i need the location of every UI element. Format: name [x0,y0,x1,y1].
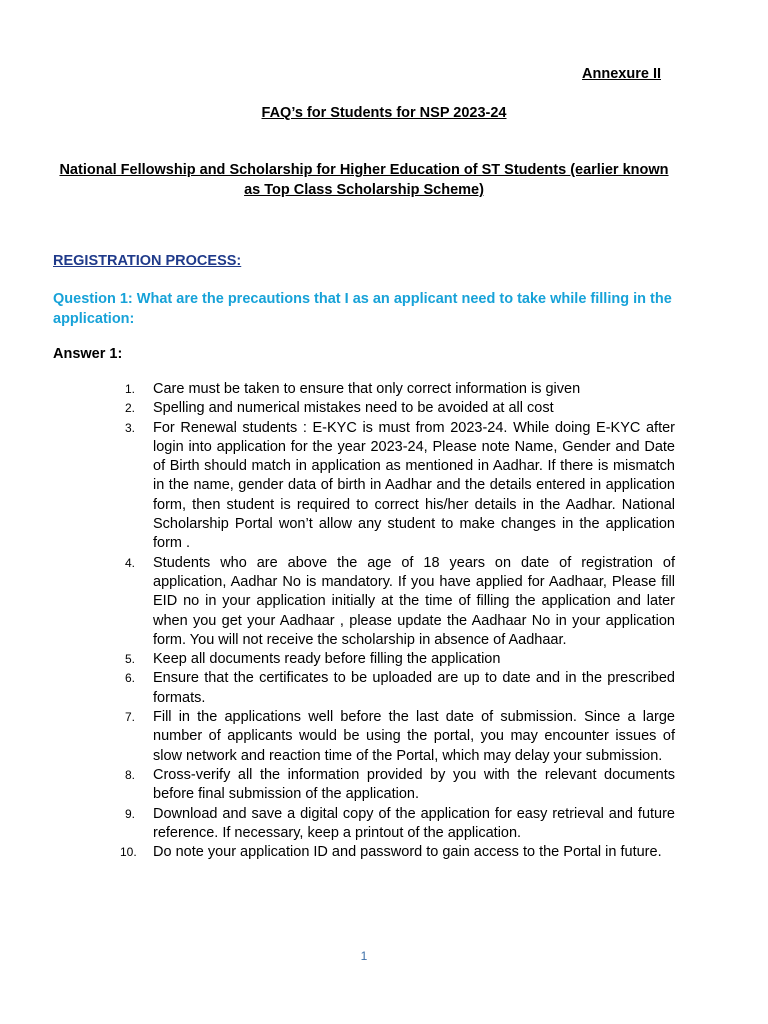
list-item-number: 2. [125,401,136,416]
list-item-number: 5. [125,652,136,667]
list-item-text: Do note your application ID and password to gain access to the Portal in future. [153,844,662,861]
list-item [120,650,675,669]
faq-title: FAQ’s for Students for NSP 2023-24 [261,105,507,121]
list-item [120,805,675,844]
list-item-number: 3. [125,420,136,435]
question-text: Question 1: What are the precautions that I as an applicant need to take while filling in the application: [53,291,672,327]
list-item-number: 10. [120,845,137,860]
list-item-number: 1. [125,382,136,396]
answer-label: Answer 1: [53,346,123,362]
scheme-title: National Fellowship and Scholarship for Higher Education of ST Students (earlier known as Top Class Scholarship Scheme) [59,162,669,198]
list-item-number: 6. [125,671,136,686]
list-item-text: Fill in the applications well before the last date of submission. Since a large number of applicants would be using the portal, you may encounter issues of slow network and reaction time of the Portal, which may delay your submission. [153,709,675,764]
answer-list [120,380,675,862]
list-item-text: Cross-verify all the information provided by you with the relevant documents before final submission of the application. [153,766,675,803]
list-item [120,399,675,418]
list-item [120,669,675,708]
list-item-text: Care must be taken to ensure that only correct information is given [153,381,581,397]
list-item-number: 9. [125,806,136,821]
list-item-number: 4. [125,555,136,570]
list-item-text: Spelling and numerical mistakes need to be avoided at all cost [153,400,554,417]
list-item [120,419,675,554]
list-item [120,380,675,399]
list-item-number: 7. [125,710,136,725]
list-item-text: Ensure that the certificates to be uploaded are up to date and in the prescribed formats. [153,670,675,706]
list-item [120,766,675,805]
list-item [120,843,675,862]
list-item-text: For Renewal students : E-KYC is must from 2023-24. While doing E-KYC after login into application for the year 2023-24, Please note Name, Gender and Date of Birth should match in application as mentioned in Aadhar. If there is mismatch in the name, gender data of birth in Aadhar and the details entered in application form, then student is required to correct his/her details in the Aadhar. National Scholarship Portal won’t allow any student to make changes in the application form . [153,419,675,552]
section-heading: REGISTRATION PROCESS: [53,253,242,269]
list-item [120,554,675,650]
list-item-text: Keep all documents ready before filling the application [153,651,501,668]
page-number: 1 [360,949,368,963]
annexure-label: Annexure II [582,66,661,82]
list-item [120,708,675,766]
list-item-text: Download and save a digital copy of the application for easy retrieval and future reference. If necessary, keep a printout of the application. [153,805,675,841]
list-item-number: 8. [125,767,136,782]
list-item-text: Students who are above the age of 18 years on date of registration of application, Aadhar No is mandatory. If you have applied for Aadhaar, Please fill EID no in your application initially at the time of filling the application and later when you get your Aadhaar , please update the Aadhaar No in your application form. You will not receive the scholarship in absence of Aadhaar. [153,554,675,648]
